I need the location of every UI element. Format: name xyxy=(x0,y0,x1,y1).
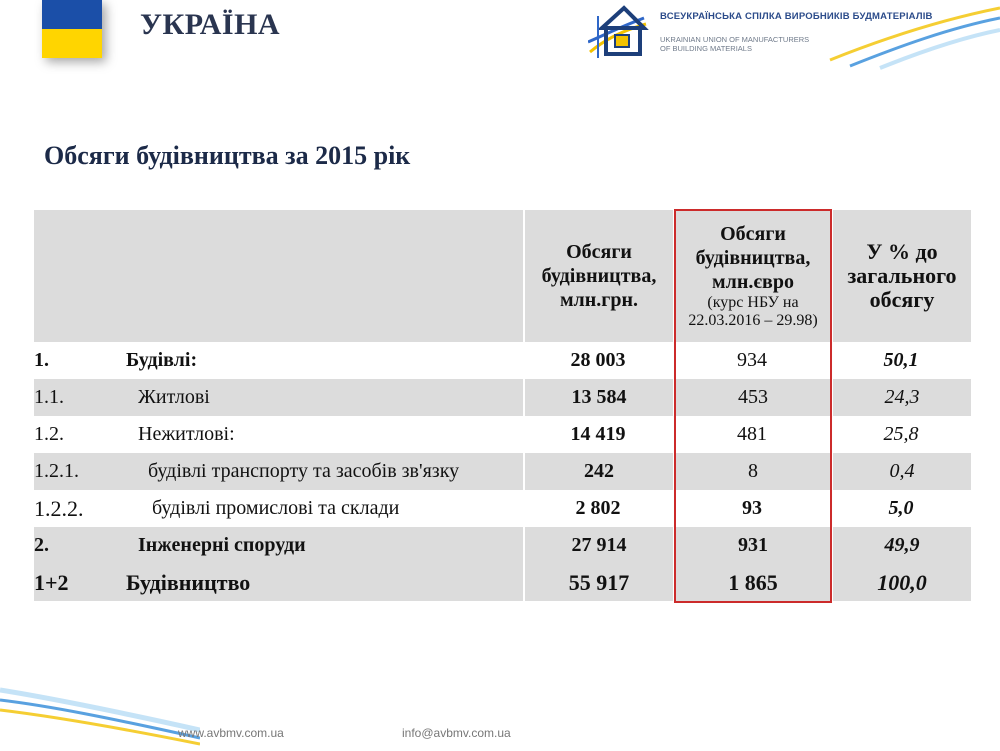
header-eur xyxy=(673,210,831,342)
construction-volume-table xyxy=(34,210,971,601)
flag-yellow-stripe xyxy=(42,29,102,58)
row-pct: 49,9 xyxy=(831,527,971,564)
row-uah: 14 419 xyxy=(570,423,626,445)
org-name-ua: ВСЕУКРАЇНСЬКА СПІЛКА ВИРОБНИКІВ БУДМАТЕРІАЛІВ xyxy=(660,11,933,22)
row-number: 1.1. xyxy=(34,379,126,416)
row-number: 1.2.1. xyxy=(34,453,126,490)
row-uah: 242 xyxy=(523,453,673,490)
row-uah: 55 917 xyxy=(523,564,673,601)
footer-email[interactable]: info@avbmv.com.ua xyxy=(402,726,511,740)
table-row xyxy=(34,527,971,564)
row-eur: 1 865 xyxy=(673,564,831,601)
ukraine-flag xyxy=(42,0,102,58)
table-row xyxy=(34,490,971,527)
row-number: 1+2 xyxy=(34,564,126,601)
row-name: Будівництво xyxy=(126,564,523,601)
header-pct-label: У % до загального обсягу xyxy=(847,239,957,312)
org-name-en-line1: UKRAINIAN UNION OF MANUFACTURERS xyxy=(660,35,810,44)
row-number: 1.2. xyxy=(34,423,64,445)
row-number: 1.2.2. xyxy=(34,495,84,521)
header-pct xyxy=(831,210,971,342)
decorative-swoosh-top xyxy=(820,0,1000,70)
table-row xyxy=(34,342,971,379)
table-row xyxy=(34,453,971,490)
row-eur: 8 xyxy=(673,453,831,490)
row-name: Нежитлові: xyxy=(138,423,235,445)
header-uah-label: Обсяги будівництва, млн.грн. xyxy=(541,241,657,311)
org-name-en-line2: OF BUILDING MATERIALS xyxy=(660,44,752,53)
row-uah: 2 802 xyxy=(575,497,621,519)
row-pct: 25,8 xyxy=(883,423,919,445)
row-eur: 93 xyxy=(742,497,762,519)
row-pct: 100,0 xyxy=(831,564,971,601)
row-eur: 481 xyxy=(737,423,767,445)
header-eur-note: (курс НБУ на 22.03.2016 – 29.98) xyxy=(688,294,818,329)
header-eur-label: Обсяги будівництва, млн.євро xyxy=(695,223,811,293)
row-name: Житлові xyxy=(126,379,523,416)
row-number: 1. xyxy=(34,349,49,371)
row-uah: 28 003 xyxy=(570,349,626,371)
flag-blue-stripe xyxy=(42,0,102,29)
row-name: будівлі транспорту та засобів зв'язку xyxy=(126,453,523,490)
country-title: УКРАЇНА xyxy=(140,8,281,41)
row-eur: 931 xyxy=(673,527,831,564)
org-name-en xyxy=(660,35,840,53)
header-uah xyxy=(523,210,673,342)
row-pct: 5,0 xyxy=(888,497,914,519)
row-eur: 934 xyxy=(737,349,767,371)
table-row xyxy=(34,379,971,416)
row-name: будівлі промислові та склади xyxy=(152,497,400,519)
row-uah: 27 914 xyxy=(523,527,673,564)
house-logo-icon xyxy=(588,2,650,60)
table-header-row xyxy=(34,210,971,342)
row-name: Будівлі: xyxy=(126,349,198,371)
row-pct: 50,1 xyxy=(883,349,919,371)
page-title: Обсяги будівництва за 2015 рік xyxy=(44,141,411,170)
row-eur: 453 xyxy=(673,379,831,416)
row-pct: 24,3 xyxy=(831,379,971,416)
row-name: Інженерні споруди xyxy=(126,527,523,564)
table-row-total xyxy=(34,564,971,601)
row-number: 2. xyxy=(34,527,126,564)
footer-website[interactable]: www.avbmv.com.ua xyxy=(178,726,284,740)
header-empty-cell xyxy=(34,210,523,342)
decorative-swoosh-bottom xyxy=(0,670,200,751)
table-row xyxy=(34,416,971,453)
row-pct: 0,4 xyxy=(831,453,971,490)
row-uah: 13 584 xyxy=(523,379,673,416)
